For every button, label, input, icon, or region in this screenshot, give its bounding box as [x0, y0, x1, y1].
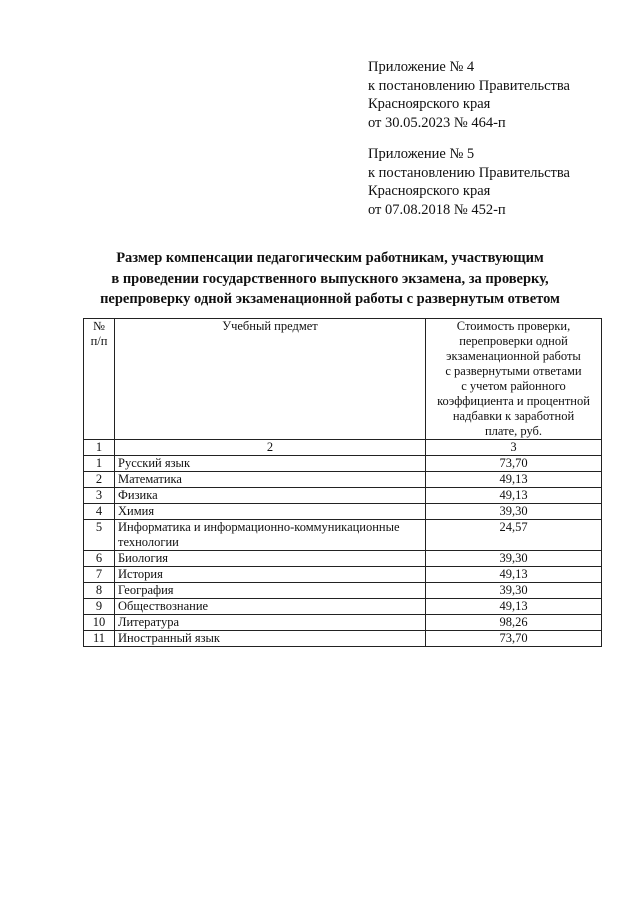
column-number: 2 [115, 440, 426, 456]
header-cost-line: экзаменационной работы [446, 349, 581, 363]
row-subject: Физика [115, 488, 426, 504]
header-cost-line: плате, руб. [484, 424, 543, 438]
appendix-original-block [368, 145, 618, 219]
row-cost: 49,13 [426, 599, 602, 615]
table-row [84, 615, 602, 631]
header-cost-line: надбавки к заработной [452, 409, 575, 423]
header-cost [426, 319, 602, 440]
row-cost: 39,30 [426, 551, 602, 567]
row-subject: Русский язык [115, 456, 426, 472]
row-number: 6 [84, 551, 115, 567]
header-number-symbol: № [93, 319, 105, 333]
row-cost: 73,70 [426, 456, 602, 472]
row-subject: Информатика и информационно-коммуникационные технологии [115, 520, 426, 551]
title-line: перепроверку одной экзаменационной работы с развернутым ответом [100, 291, 560, 307]
row-cost: 49,13 [426, 472, 602, 488]
header-cost-line: Стоимость проверки, [456, 319, 571, 333]
table-row [84, 488, 602, 504]
header-cost-line: с учетом районного [461, 379, 566, 393]
table-row [84, 520, 602, 551]
appendix-current-resolution: к постановлению Правительства [368, 77, 570, 94]
table-row [84, 472, 602, 488]
appendix-current-block [368, 58, 618, 132]
title-line: в проведении государственного выпускного экзамена, за проверку, [111, 270, 549, 287]
header-cost-line: перепроверки одной [459, 334, 568, 348]
table-row [84, 599, 602, 615]
row-number: 8 [84, 583, 115, 599]
table-row [84, 551, 602, 567]
row-subject: Обществознание [115, 599, 426, 615]
row-cost: 39,30 [426, 504, 602, 520]
row-cost: 49,13 [426, 488, 602, 504]
row-subject: Литература [115, 615, 426, 631]
row-number: 4 [84, 504, 115, 520]
row-number: 2 [84, 472, 115, 488]
header-subject [115, 319, 426, 440]
column-number-row [84, 440, 602, 456]
document-title [60, 248, 600, 310]
row-subject: Химия [115, 504, 426, 520]
table-row [84, 456, 602, 472]
row-number: 5 [84, 520, 115, 551]
header-cost-line: коэффициента и процентной [437, 394, 590, 408]
row-cost: 39,30 [426, 583, 602, 599]
row-number: 11 [84, 631, 115, 647]
row-subject: Математика [115, 472, 426, 488]
row-cost: 24,57 [426, 520, 602, 551]
appendix-original-region: Красноярского края [368, 183, 491, 199]
appendix-current-number: Приложение № 4 [368, 59, 475, 75]
table-header-row [84, 319, 602, 440]
table-row [84, 583, 602, 599]
row-subject: География [115, 583, 426, 599]
row-cost: 98,26 [426, 615, 602, 631]
row-number: 7 [84, 567, 115, 583]
row-number: 3 [84, 488, 115, 504]
row-number: 9 [84, 599, 115, 615]
appendix-original-resolution: к постановлению Правительства [368, 164, 570, 181]
table-row [84, 504, 602, 520]
row-cost: 49,13 [426, 567, 602, 583]
header-number [84, 319, 115, 440]
title-line: Размер компенсации педагогическим работникам, участвующим [116, 250, 544, 266]
appendix-current-date: от 30.05.2023 № 464-п [368, 114, 506, 131]
row-number: 1 [84, 456, 115, 472]
appendix-original-date: от 07.08.2018 № 452-п [368, 201, 506, 218]
row-subject: История [115, 567, 426, 583]
column-number: 3 [426, 440, 602, 456]
compensation-table [83, 318, 602, 647]
table-row [84, 631, 602, 647]
appendix-current-region: Красноярского края [368, 96, 491, 112]
row-cost: 73,70 [426, 631, 602, 647]
column-number: 1 [84, 440, 115, 456]
header-cost-line: с развернутыми ответами [445, 364, 582, 378]
table-row [84, 567, 602, 583]
header-number-abbr: п/п [90, 334, 108, 348]
header-subject-label: Учебный предмет [222, 319, 318, 333]
appendix-original-number: Приложение № 5 [368, 146, 475, 162]
row-subject: Иностранный язык [115, 631, 426, 647]
row-number: 10 [84, 615, 115, 631]
row-subject: Биология [115, 551, 426, 567]
